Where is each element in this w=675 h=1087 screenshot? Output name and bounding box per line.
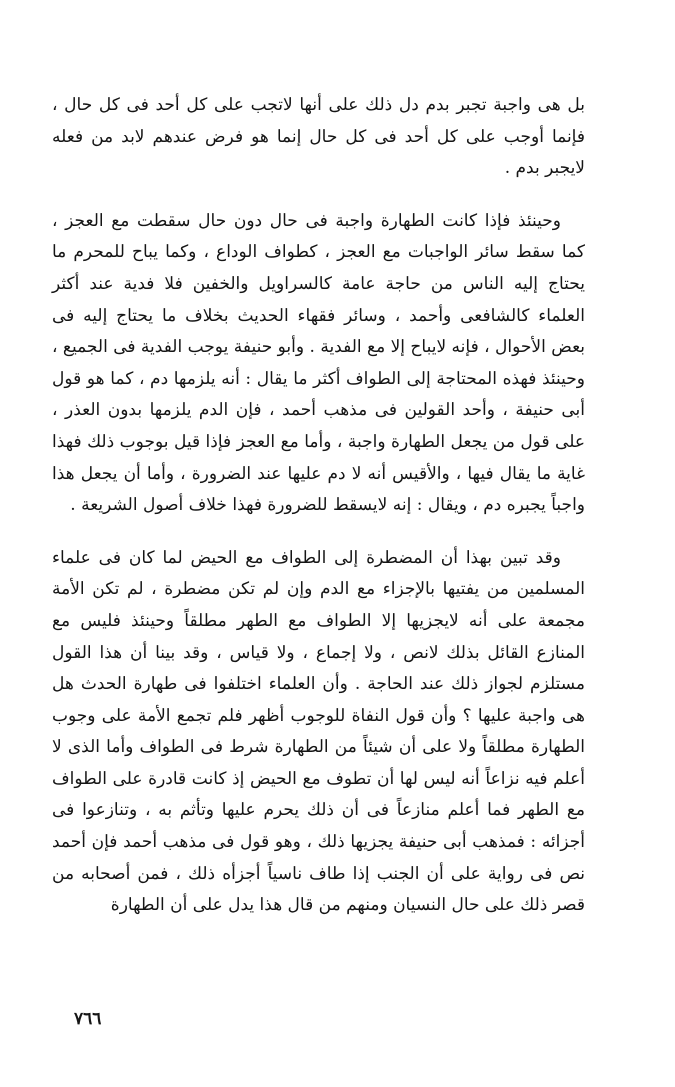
paragraph-2: وحينئذ فإذا كانت الطهارة واجبة فى حال دون حال سقطت مع العجز ، كما سقط سائر الواجبات مع العجز ، كطواف الوداع ، وكما يباح للمحرم ما يحتاج إليه الناس من حاجة عامة كالسراويل والخفين فلا فدية عند أكثر العلماء كالشافعى وأحمد ، وسائر فقهاء الحديث بخلاف ما يحتاج إليه فى بعض الأحوال ، فإنه لايباح إلا مع الفدية . وأبو حنيفة يوجب الفدية فى الجميع ، وحينئذ فهذه المحتاجة إلى الطواف أكثر ما يقال : أنه يلزمها دم ، كما هو قول أبى حنيفة ، وأحد القولين فى مذهب أحمد ، فإن الدم يلزمها بدون العذر ، على قول من يجعل الطهارة واجبة ، وأما مع العجز فإذا قيل بوجوب ذلك فهذا غاية ما يقال فيها ، والأقيس أنه لا دم عليها عند الضرورة ، وأما أن يجعل هذا واجباً يجبره دم ، ويقال : إنه لايسقط للضرورة فهذا خلاف أصول الشريعة .: [52, 210, 585, 516]
paragraph-1: بل هى واجبة تجبر بدم دل ذلك على أنها لاتجب على كل أحد فى كل حال ، فإنما أوجب على كل أحد فى كل حال إنما هو فرض عندهم لابد من فعله لايجبر بدم .: [52, 95, 585, 179]
page-body: [52, 90, 585, 922]
page-number: ٧٦٦: [74, 1009, 102, 1029]
paragraph-3: وقد تبين بهذا أن المضطرة إلى الطواف مع الحيض لما كان فى علماء المسلمين من يفتيها بالإجزاء مع الدم وإن لم تكن مضطرة ، لم تكن الأمة مجمعة على أنه لايجزيها إلا الطواف مع الطهر مطلقاً وحينئذ فليس مع المنازع القائل بذلك لانص ، ولا إجماع ، ولا قياس ، وقد بينا أن هذا القول مستلزم لجواز ذلك عند الحاجة . وأن العلماء اختلفوا فى طهارة الحدث هل هى واجبة عليها ؟ وأن قول النفاة للوجوب أظهر فلم تجمع الأمة على وجوب الطهارة مطلقاً ولا على أن شيئاً من الطهارة شرط فى الطواف وأما الذى لا أعلم فيه نزاعاً أنه ليس لها أن تطوف مع الحيض إذ كانت قادرة على الطواف مع الطهر فما أعلم منازعاً فى أن ذلك يحرم عليها وتأثم به ، وتنازعوا فى أجزائه : فمذهب أبى حنيفة يجزيها ذلك ، وهو قول فى مذهب أحمد فإن أحمد نص فى رواية على أن الجنب إذا طاف ناسياً أجزأه ذلك ، فمن أصحابه من قصر ذلك على حال النسيان ومنهم من قال هذا يدل على أن الطهارة: [52, 547, 585, 916]
